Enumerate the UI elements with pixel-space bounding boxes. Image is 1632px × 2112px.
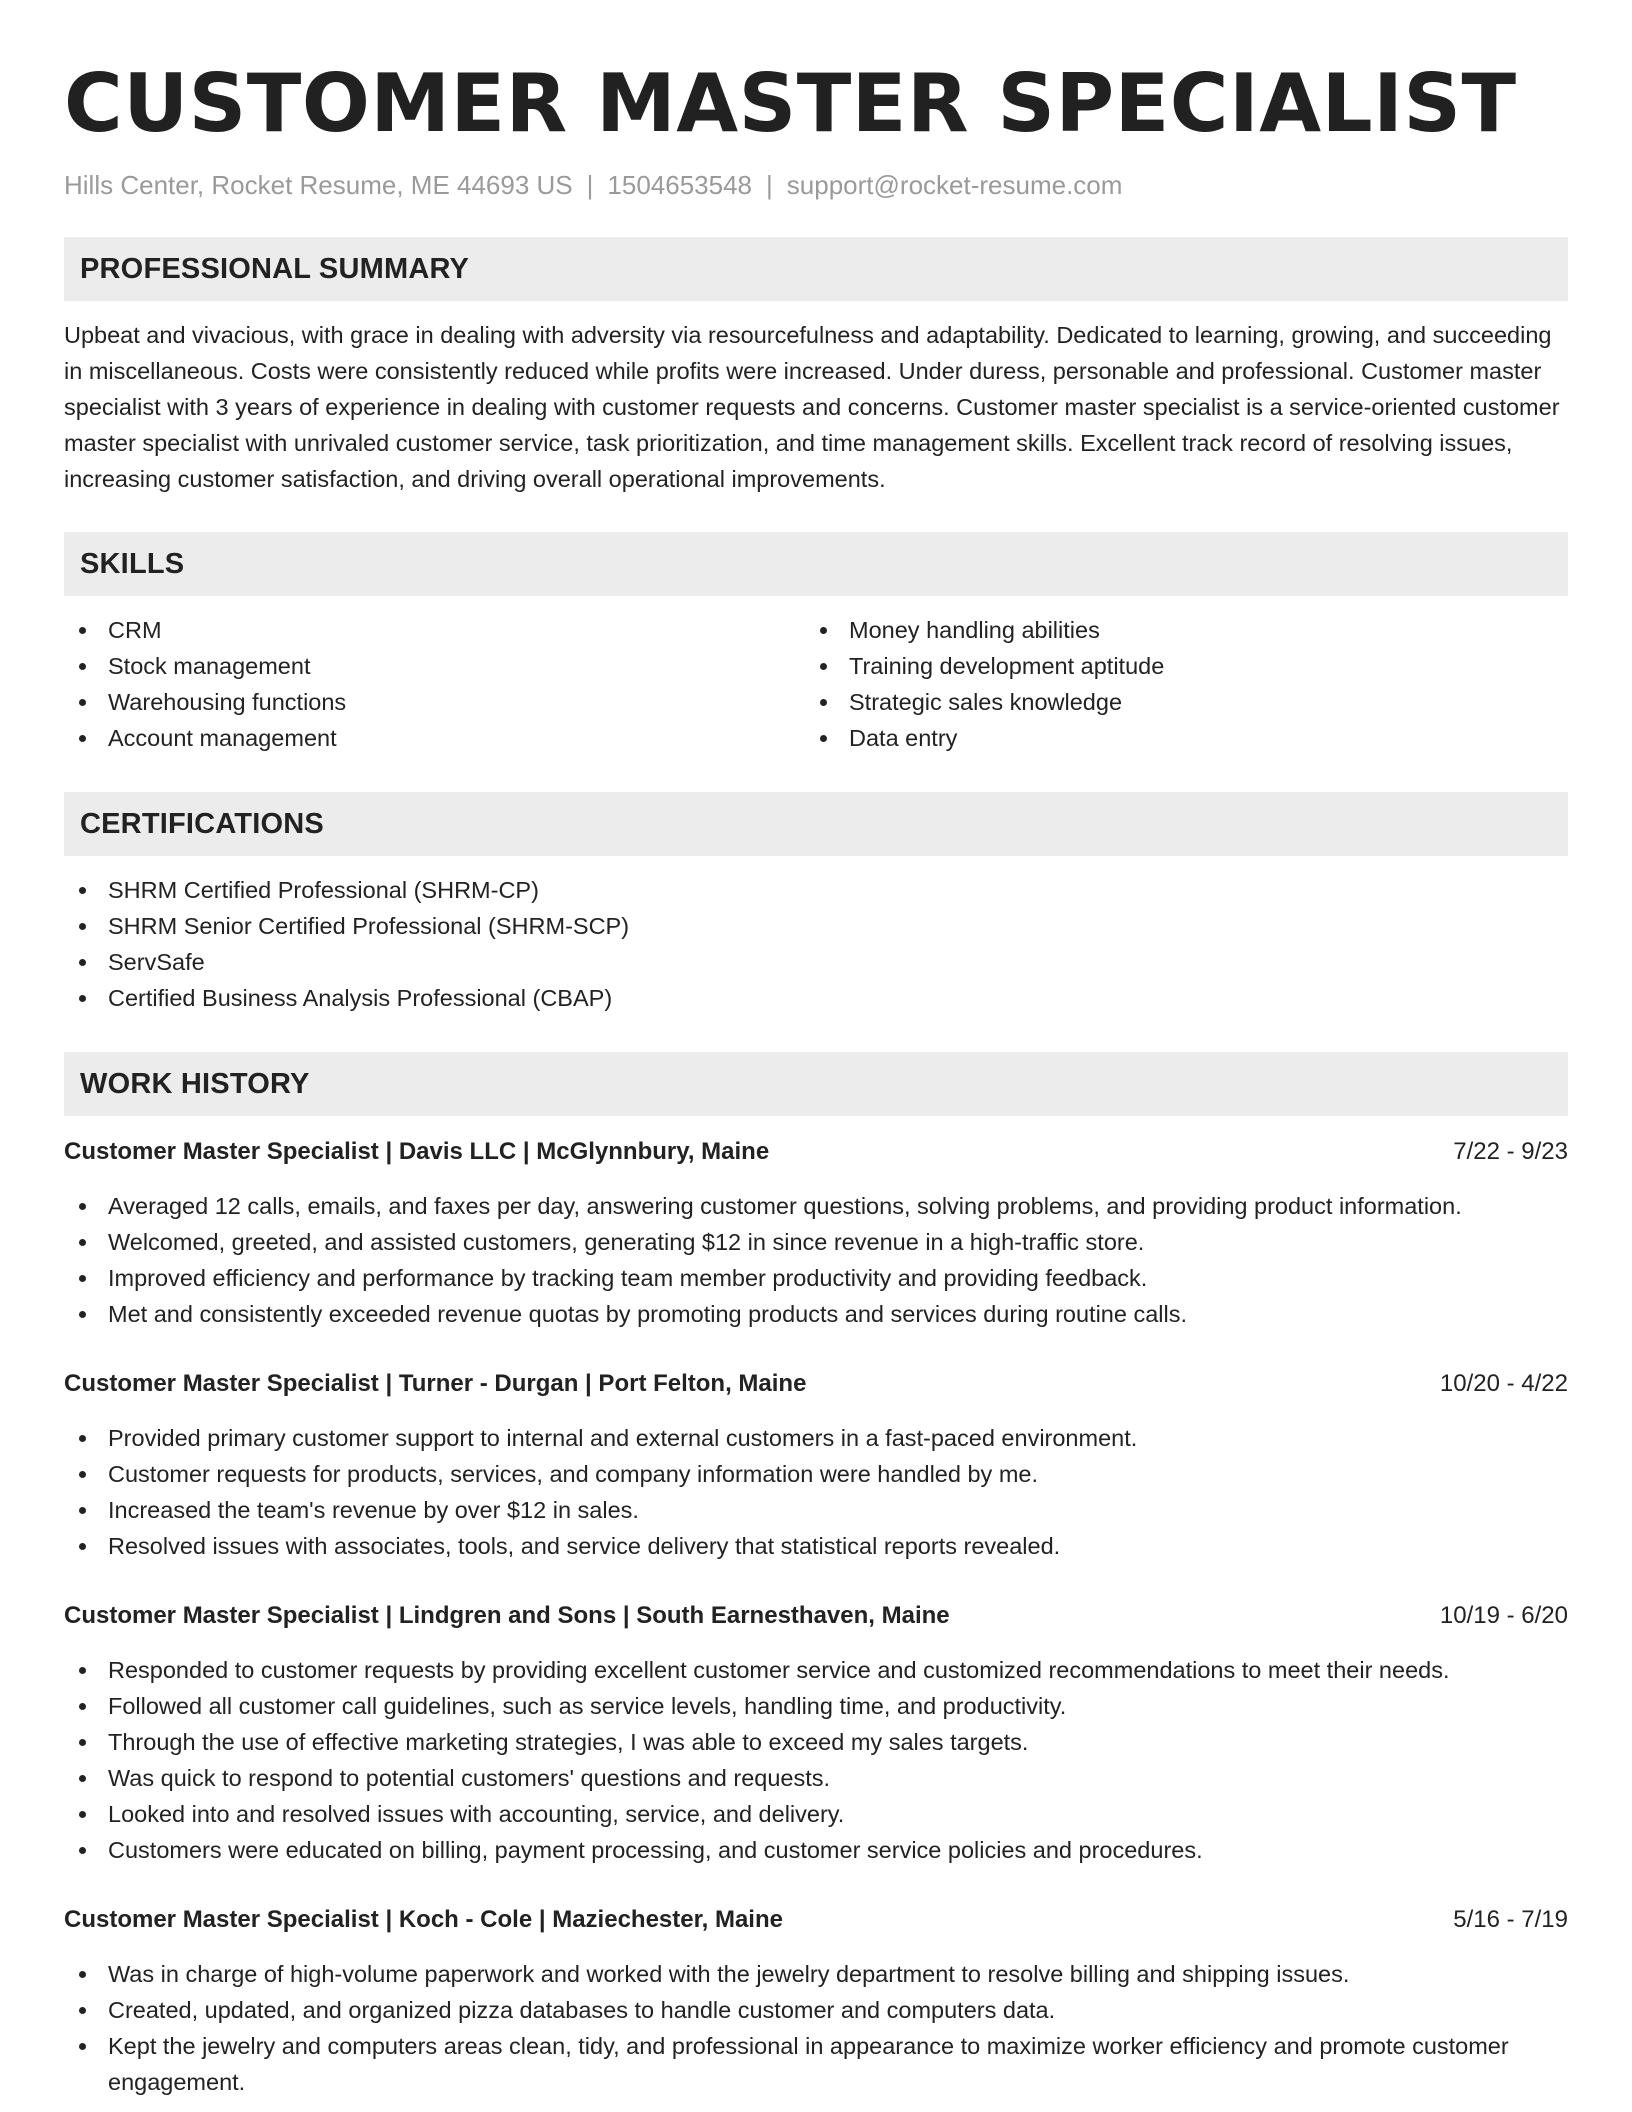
certifications-list	[64, 872, 1568, 1016]
certification-item: Certified Business Analysis Professional (CBAP)	[64, 980, 1568, 1016]
job-bullet: Increased the team's revenue by over $12 in sales.	[64, 1492, 1568, 1528]
job-bullet: Welcomed, greeted, and assisted customers, generating $12 in since revenue in a high-traffic store.	[64, 1224, 1568, 1260]
skill-item: Strategic sales knowledge	[805, 684, 1546, 720]
skill-item: Money handling abilities	[805, 612, 1546, 648]
job-bullet: Was quick to respond to potential customers' questions and requests.	[64, 1760, 1568, 1796]
job-bullet: Averaged 12 calls, emails, and faxes per day, answering customer questions, solving problems, and providing product information.	[64, 1188, 1568, 1224]
job-dates: 10/20 - 4/22	[1439, 1370, 1568, 1397]
job-dates: 10/19 - 6/20	[1439, 1602, 1568, 1629]
job-bullet: Kept the jewelry and computers areas clean, tidy, and professional in appearance to maximize worker efficiency and promote customer engagement.	[64, 2028, 1568, 2100]
job-bullet: Was in charge of high-volume paperwork and worked with the jewelry department to resolve billing and shipping issues.	[64, 1956, 1568, 1992]
job-header	[64, 1134, 1568, 1170]
job-bullet: Improved efficiency and performance by tracking team member productivity and providing feedback.	[64, 1260, 1568, 1296]
job-bullet: Responded to customer requests by providing excellent customer service and customized recommendations to meet their needs.	[64, 1652, 1568, 1688]
job-title: Customer Master Specialist | Turner - Durgan | Port Felton, Maine	[64, 1370, 807, 1397]
job-bullet: Provided primary customer support to internal and external customers in a fast-paced environment.	[64, 1420, 1568, 1456]
skills-column-right	[805, 612, 1546, 756]
job-entry	[64, 1366, 1568, 1564]
skills-section-title: SKILLS	[64, 532, 1568, 596]
contact-address: Hills Center, Rocket Resume, ME 44693 US	[64, 170, 573, 200]
job-bullet: Customers were educated on billing, payment processing, and customer service policies and procedures.	[64, 1832, 1568, 1868]
job-bullet: Met and consistently exceeded revenue quotas by promoting products and services during routine calls.	[64, 1296, 1568, 1332]
job-bullet: Customer requests for products, services, and company information were handled by me.	[64, 1456, 1568, 1492]
skill-item: CRM	[64, 612, 805, 648]
job-dates: 5/16 - 7/19	[1453, 1906, 1568, 1933]
skills-column-left	[64, 612, 805, 756]
certification-item: SHRM Senior Certified Professional (SHRM-SCP)	[64, 908, 1568, 944]
job-bullet: Followed all customer call guidelines, such as service levels, handling time, and productivity.	[64, 1688, 1568, 1724]
summary-section-title: PROFESSIONAL SUMMARY	[64, 237, 1568, 301]
contact-separator: |	[766, 170, 773, 200]
job-header	[64, 1366, 1568, 1402]
job-entry	[64, 1902, 1568, 2100]
job-entry	[64, 1598, 1568, 1868]
skill-item: Warehousing functions	[64, 684, 805, 720]
summary-text: Upbeat and vivacious, with grace in dealing with adversity via resourcefulness and adaptability. Dedicated to learning, growing, and succeeding in miscellaneous. Costs were consistently reduced while profits were increased. Under duress, personable and professional. Customer master specialist with 3 years of experience in dealing with customer requests and concerns. Customer master specialist is a service-oriented customer master specialist with unrivaled customer service, task prioritization, and time management skills. Excellent track record of resolving issues, increasing customer satisfaction, and driving overall operational improvements.	[64, 322, 1560, 492]
job-entry	[64, 1134, 1568, 1332]
skills-section	[64, 532, 1568, 756]
contact-phone: 1504653548	[607, 170, 753, 200]
skills-grid	[64, 612, 1568, 756]
contact-line	[64, 168, 1568, 202]
job-bullets	[64, 1188, 1568, 1332]
certification-item: ServSafe	[64, 944, 1568, 980]
certifications-section	[64, 792, 1568, 1016]
job-bullet: Looked into and resolved issues with accounting, service, and delivery.	[64, 1796, 1568, 1832]
job-bullet: Created, updated, and organized pizza databases to handle customer and computers data.	[64, 1992, 1568, 2028]
job-bullets	[64, 1956, 1568, 2100]
job-title: Customer Master Specialist | Koch - Cole | Maziechester, Maine	[64, 1906, 783, 1933]
job-dates: 7/22 - 9/23	[1453, 1138, 1568, 1165]
job-bullet: Resolved issues with associates, tools, and service delivery that statistical reports revealed.	[64, 1528, 1568, 1564]
contact-separator: |	[586, 170, 594, 200]
summary-section	[64, 237, 1568, 497]
skill-item: Data entry	[805, 720, 1546, 756]
job-header	[64, 1902, 1568, 1938]
job-title: Customer Master Specialist | Lindgren and Sons | South Earnesthaven, Maine	[64, 1602, 950, 1629]
contact-email: support@rocket-resume.com	[786, 170, 1123, 200]
job-bullets	[64, 1420, 1568, 1564]
job-title: Customer Master Specialist | Davis LLC | McGlynnbury, Maine	[64, 1138, 770, 1165]
candidate-name: CUSTOMER MASTER SPECIALIST	[64, 57, 1517, 150]
skill-item: Training development aptitude	[805, 648, 1546, 684]
skill-item: Stock management	[64, 648, 805, 684]
work-history-section-title: WORK HISTORY	[64, 1052, 1568, 1116]
work-history-section	[64, 1052, 1568, 2100]
skill-item: Account management	[64, 720, 805, 756]
certifications-section-title: CERTIFICATIONS	[64, 792, 1568, 856]
job-header	[64, 1598, 1568, 1634]
job-bullet: Through the use of effective marketing strategies, I was able to exceed my sales targets.	[64, 1724, 1568, 1760]
job-bullets	[64, 1652, 1568, 1868]
certification-item: SHRM Certified Professional (SHRM-CP)	[64, 872, 1568, 908]
